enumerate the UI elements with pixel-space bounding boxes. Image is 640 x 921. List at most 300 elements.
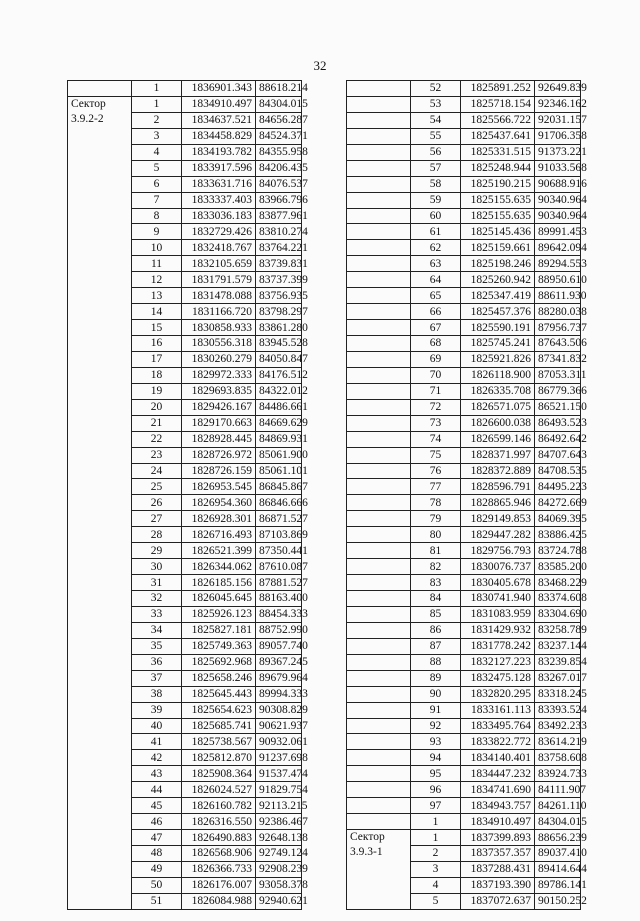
table-row [347, 192, 581, 208]
table-row [347, 240, 581, 256]
x-coordinate-cell: 1832105.659 [182, 256, 256, 272]
x-coordinate-cell: 1825437.641 [461, 128, 535, 144]
sector-cell [347, 208, 411, 224]
x-coordinate-cell: 1829693.835 [182, 383, 256, 399]
point-number-cell: 62 [411, 240, 461, 256]
point-number-cell: 7 [132, 192, 182, 208]
x-coordinate-cell: 1825155.635 [461, 192, 535, 208]
point-number-cell: 29 [132, 543, 182, 559]
x-coordinate-cell: 1834943.757 [461, 798, 535, 814]
x-coordinate-cell: 1829149.853 [461, 511, 535, 527]
point-number-cell: 3 [411, 861, 461, 877]
y-coordinate-cell: 88163.400 [256, 591, 302, 607]
table-row [347, 96, 581, 112]
y-coordinate-cell: 89786.141 [535, 877, 581, 893]
sector-cell [347, 591, 411, 607]
y-coordinate-cell: 85061.900 [256, 447, 302, 463]
table-row [347, 320, 581, 336]
table-row [347, 495, 581, 511]
y-coordinate-cell: 83886.425 [535, 527, 581, 543]
x-coordinate-cell: 1830858.933 [182, 320, 256, 336]
coordinates-table-left [67, 80, 308, 910]
point-number-cell: 2 [132, 112, 182, 128]
x-coordinate-cell: 1825718.154 [461, 96, 535, 112]
point-number-cell: 20 [132, 399, 182, 415]
x-coordinate-cell: 1828726.159 [182, 463, 256, 479]
y-coordinate-cell: 83966.796 [256, 192, 302, 208]
point-number-cell: 92 [411, 718, 461, 734]
point-number-cell: 93 [411, 734, 461, 750]
coordinates-table-right [346, 80, 587, 910]
x-coordinate-cell: 1832418.767 [182, 240, 256, 256]
sector-cell [347, 128, 411, 144]
sector-cell [347, 112, 411, 128]
y-coordinate-cell: 89991.453 [535, 224, 581, 240]
point-number-cell: 60 [411, 208, 461, 224]
y-coordinate-cell: 87053.311 [535, 367, 581, 383]
x-coordinate-cell: 1834910.497 [461, 814, 535, 830]
y-coordinate-cell: 83318.245 [535, 686, 581, 702]
y-coordinate-cell: 84669.629 [256, 415, 302, 431]
y-coordinate-cell: 89642.094 [535, 240, 581, 256]
y-coordinate-cell: 84486.661 [256, 399, 302, 415]
sector-cell [347, 256, 411, 272]
y-coordinate-cell: 84050.847 [256, 351, 302, 367]
table-row [347, 128, 581, 144]
sector-cell [347, 240, 411, 256]
point-number-cell: 87 [411, 638, 461, 654]
table-row [347, 591, 581, 607]
point-number-cell: 14 [132, 304, 182, 320]
x-coordinate-cell: 1834447.232 [461, 766, 535, 782]
x-coordinate-cell: 1829170.663 [182, 415, 256, 431]
point-number-cell: 54 [411, 112, 461, 128]
page-number: 32 [313, 58, 327, 73]
y-coordinate-cell: 87881.527 [256, 575, 302, 591]
y-coordinate-cell: 92649.839 [535, 81, 581, 97]
y-coordinate-cell: 84322.012 [256, 383, 302, 399]
x-coordinate-cell: 1825812.870 [182, 750, 256, 766]
x-coordinate-cell: 1826344.062 [182, 559, 256, 575]
table-row [347, 383, 581, 399]
sector-cell [347, 304, 411, 320]
x-coordinate-cell: 1825738.567 [182, 734, 256, 750]
y-coordinate-cell: 91829.754 [256, 782, 302, 798]
point-number-cell: 83 [411, 575, 461, 591]
table-row [347, 144, 581, 160]
y-coordinate-cell: 87956.737 [535, 320, 581, 336]
sector-cell [347, 96, 411, 112]
table-row [347, 638, 581, 654]
y-coordinate-cell: 85061.101 [256, 463, 302, 479]
x-coordinate-cell: 1829756.793 [461, 543, 535, 559]
point-number-cell: 76 [411, 463, 461, 479]
x-coordinate-cell: 1833337.403 [182, 192, 256, 208]
x-coordinate-cell: 1834741.690 [461, 782, 535, 798]
point-number-cell: 12 [132, 272, 182, 288]
point-number-cell: 85 [411, 606, 461, 622]
x-coordinate-cell: 1825908.364 [182, 766, 256, 782]
x-coordinate-cell: 1832127.223 [461, 654, 535, 670]
point-number-cell: 58 [411, 176, 461, 192]
x-coordinate-cell: 1826160.782 [182, 798, 256, 814]
y-coordinate-cell: 91033.568 [535, 160, 581, 176]
sector-cell [347, 766, 411, 782]
point-number-cell: 4 [411, 877, 461, 893]
y-coordinate-cell: 83374.608 [535, 591, 581, 607]
sector-cell [347, 814, 411, 830]
point-number-cell: 5 [411, 893, 461, 909]
y-coordinate-cell: 88752.990 [256, 622, 302, 638]
point-number-cell: 75 [411, 447, 461, 463]
table-row [347, 766, 581, 782]
y-coordinate-cell: 90308.829 [256, 702, 302, 718]
x-coordinate-cell: 1828371.997 [461, 447, 535, 463]
x-coordinate-cell: 1828865.946 [461, 495, 535, 511]
point-number-cell: 16 [132, 336, 182, 352]
point-number-cell: 95 [411, 766, 461, 782]
point-number-cell: 39 [132, 702, 182, 718]
x-coordinate-cell: 1826045.645 [182, 591, 256, 607]
table-row [347, 830, 581, 846]
y-coordinate-cell: 83758.608 [535, 750, 581, 766]
point-number-cell: 2 [411, 846, 461, 862]
sector-cell [347, 224, 411, 240]
table-row [347, 654, 581, 670]
y-coordinate-cell: 84076.537 [256, 176, 302, 192]
y-coordinate-cell: 84355.958 [256, 144, 302, 160]
point-number-cell: 89 [411, 670, 461, 686]
y-coordinate-cell: 84524.371 [256, 128, 302, 144]
table-row [347, 670, 581, 686]
sector-cell [347, 654, 411, 670]
x-coordinate-cell: 1826716.493 [182, 527, 256, 543]
x-coordinate-cell: 1830741.940 [461, 591, 535, 607]
point-number-cell: 42 [132, 750, 182, 766]
y-coordinate-cell: 90688.916 [535, 176, 581, 192]
x-coordinate-cell: 1826600.038 [461, 415, 535, 431]
y-coordinate-cell: 83614.219 [535, 734, 581, 750]
y-coordinate-cell: 88950.610 [535, 272, 581, 288]
x-coordinate-cell: 1825891.252 [461, 81, 535, 97]
x-coordinate-cell: 1830076.737 [461, 559, 535, 575]
x-coordinate-cell: 1826316.550 [182, 814, 256, 830]
point-number-cell: 17 [132, 351, 182, 367]
point-number-cell: 74 [411, 431, 461, 447]
point-number-cell: 86 [411, 622, 461, 638]
point-number-cell: 47 [132, 830, 182, 846]
y-coordinate-cell: 91537.474 [256, 766, 302, 782]
y-coordinate-cell: 86779.366 [535, 383, 581, 399]
point-number-cell: 4 [132, 144, 182, 160]
x-coordinate-cell: 1834637.521 [182, 112, 256, 128]
table-row [347, 176, 581, 192]
x-coordinate-cell: 1825590.191 [461, 320, 535, 336]
point-number-cell: 97 [411, 798, 461, 814]
x-coordinate-cell: 1834140.401 [461, 750, 535, 766]
y-coordinate-cell: 91373.221 [535, 144, 581, 160]
x-coordinate-cell: 1825457.376 [461, 304, 535, 320]
point-number-cell: 35 [132, 638, 182, 654]
table-row [347, 702, 581, 718]
table-row [347, 559, 581, 575]
x-coordinate-cell: 1826335.708 [461, 383, 535, 399]
y-coordinate-cell: 88611.930 [535, 288, 581, 304]
sector-cell [347, 288, 411, 304]
x-coordinate-cell: 1825159.661 [461, 240, 535, 256]
point-number-cell: 50 [132, 877, 182, 893]
x-coordinate-cell: 1833495.764 [461, 718, 535, 734]
point-number-cell: 26 [132, 495, 182, 511]
point-number-cell: 57 [411, 160, 461, 176]
x-coordinate-cell: 1825654.623 [182, 702, 256, 718]
x-coordinate-cell: 1833036.183 [182, 208, 256, 224]
y-coordinate-cell: 83258.789 [535, 622, 581, 638]
sector-cell [347, 702, 411, 718]
sector-cell [347, 367, 411, 383]
y-coordinate-cell: 89994.333 [256, 686, 302, 702]
y-coordinate-cell: 83393.524 [535, 702, 581, 718]
point-number-cell: 73 [411, 415, 461, 431]
y-coordinate-cell: 83798.297 [256, 304, 302, 320]
table-row [347, 606, 581, 622]
x-coordinate-cell: 1826366.733 [182, 861, 256, 877]
table-row [347, 734, 581, 750]
x-coordinate-cell: 1833822.772 [461, 734, 535, 750]
y-coordinate-cell: 87643.506 [535, 336, 581, 352]
x-coordinate-cell: 1833631.716 [182, 176, 256, 192]
point-number-cell: 19 [132, 383, 182, 399]
y-coordinate-cell: 83492.233 [535, 718, 581, 734]
y-coordinate-cell: 92386.467 [256, 814, 302, 830]
x-coordinate-cell: 1831166.720 [182, 304, 256, 320]
y-coordinate-cell: 87350.441 [256, 543, 302, 559]
y-coordinate-cell: 83737.399 [256, 272, 302, 288]
table-row [347, 782, 581, 798]
table-row [347, 463, 581, 479]
point-number-cell: 64 [411, 272, 461, 288]
point-number-cell: 81 [411, 543, 461, 559]
x-coordinate-cell: 1831083.959 [461, 606, 535, 622]
point-number-cell: 69 [411, 351, 461, 367]
point-number-cell: 66 [411, 304, 461, 320]
point-number-cell: 78 [411, 495, 461, 511]
point-number-cell: 80 [411, 527, 461, 543]
y-coordinate-cell: 84304.015 [256, 96, 302, 112]
y-coordinate-cell: 89414.644 [535, 861, 581, 877]
sector-cell [347, 479, 411, 495]
point-number-cell: 84 [411, 591, 461, 607]
table-row [347, 575, 581, 591]
table-row [347, 208, 581, 224]
y-coordinate-cell: 91706.358 [535, 128, 581, 144]
table-row [347, 622, 581, 638]
point-number-cell: 15 [132, 320, 182, 336]
y-coordinate-cell: 84708.535 [535, 463, 581, 479]
y-coordinate-cell: 87610.087 [256, 559, 302, 575]
point-number-cell: 40 [132, 718, 182, 734]
y-coordinate-cell: 92346.162 [535, 96, 581, 112]
point-number-cell: 18 [132, 367, 182, 383]
point-number-cell: 1 [411, 830, 461, 846]
table-row [347, 479, 581, 495]
y-coordinate-cell: 83724.788 [535, 543, 581, 559]
y-coordinate-cell: 90150.252 [535, 893, 581, 909]
sector-cell [347, 718, 411, 734]
x-coordinate-cell: 1837288.431 [461, 861, 535, 877]
table-row [347, 224, 581, 240]
table-row [347, 399, 581, 415]
point-number-cell: 3 [132, 128, 182, 144]
x-coordinate-cell: 1826024.527 [182, 782, 256, 798]
y-coordinate-cell: 83861.280 [256, 320, 302, 336]
y-coordinate-cell: 88656.239 [535, 830, 581, 846]
y-coordinate-cell: 83267.017 [535, 670, 581, 686]
y-coordinate-cell: 84206.435 [256, 160, 302, 176]
y-coordinate-cell: 83924.733 [535, 766, 581, 782]
y-coordinate-cell: 83810.274 [256, 224, 302, 240]
point-number-cell: 33 [132, 606, 182, 622]
x-coordinate-cell: 1834458.829 [182, 128, 256, 144]
table-row [347, 718, 581, 734]
point-number-cell: 25 [132, 479, 182, 495]
point-number-cell: 10 [132, 240, 182, 256]
y-coordinate-cell: 92031.157 [535, 112, 581, 128]
x-coordinate-cell: 1837399.893 [461, 830, 535, 846]
point-number-cell: 1 [132, 81, 182, 97]
sector-cell [347, 670, 411, 686]
y-coordinate-cell: 83739.831 [256, 256, 302, 272]
y-coordinate-cell: 92749.124 [256, 846, 302, 862]
y-coordinate-cell: 91237.698 [256, 750, 302, 766]
sector-cell [347, 399, 411, 415]
y-coordinate-cell: 84111.907 [535, 782, 581, 798]
y-coordinate-cell: 84176.512 [256, 367, 302, 383]
y-coordinate-cell: 83304.690 [535, 606, 581, 622]
table-row [347, 272, 581, 288]
x-coordinate-cell: 1828596.791 [461, 479, 535, 495]
x-coordinate-cell: 1826176.007 [182, 877, 256, 893]
point-number-cell: 46 [132, 814, 182, 830]
x-coordinate-cell: 1825190.215 [461, 176, 535, 192]
point-number-cell: 55 [411, 128, 461, 144]
table-row [347, 288, 581, 304]
point-number-cell: 6 [132, 176, 182, 192]
x-coordinate-cell: 1830556.318 [182, 336, 256, 352]
sector-cell [347, 495, 411, 511]
x-coordinate-cell: 1826185.156 [182, 575, 256, 591]
point-number-cell: 94 [411, 750, 461, 766]
point-number-cell: 11 [132, 256, 182, 272]
point-number-cell: 5 [132, 160, 182, 176]
x-coordinate-cell: 1825248.944 [461, 160, 535, 176]
table-row [347, 112, 581, 128]
sector-cell [347, 622, 411, 638]
table-row [347, 336, 581, 352]
x-coordinate-cell: 1825260.942 [461, 272, 535, 288]
point-number-cell: 61 [411, 224, 461, 240]
y-coordinate-cell: 84707.643 [535, 447, 581, 463]
point-number-cell: 30 [132, 559, 182, 575]
sector-cell [347, 415, 411, 431]
point-number-cell: 24 [132, 463, 182, 479]
x-coordinate-cell: 1825658.246 [182, 670, 256, 686]
y-coordinate-cell: 84495.223 [535, 479, 581, 495]
sector-cell [347, 351, 411, 367]
point-number-cell: 41 [132, 734, 182, 750]
sector-cell [347, 606, 411, 622]
sector-cell [347, 144, 411, 160]
y-coordinate-cell: 86845.867 [256, 479, 302, 495]
y-coordinate-cell: 87341.832 [535, 351, 581, 367]
y-coordinate-cell: 83756.935 [256, 288, 302, 304]
sector-cell [347, 176, 411, 192]
x-coordinate-cell: 1829447.282 [461, 527, 535, 543]
table-row [347, 431, 581, 447]
point-number-cell: 49 [132, 861, 182, 877]
x-coordinate-cell: 1825198.246 [461, 256, 535, 272]
point-number-cell: 28 [132, 527, 182, 543]
sector-cell [347, 686, 411, 702]
x-coordinate-cell: 1825347.419 [461, 288, 535, 304]
y-coordinate-cell: 86871.527 [256, 511, 302, 527]
x-coordinate-cell: 1826571.075 [461, 399, 535, 415]
x-coordinate-cell: 1830260.279 [182, 351, 256, 367]
x-coordinate-cell: 1825692.968 [182, 654, 256, 670]
x-coordinate-cell: 1825155.635 [461, 208, 535, 224]
y-coordinate-cell: 93058.378 [256, 877, 302, 893]
x-coordinate-cell: 1825145.436 [461, 224, 535, 240]
point-number-cell: 67 [411, 320, 461, 336]
x-coordinate-cell: 1837357.357 [461, 846, 535, 862]
x-coordinate-cell: 1825331.515 [461, 144, 535, 160]
y-coordinate-cell: 86846.666 [256, 495, 302, 511]
sector-cell [347, 431, 411, 447]
y-coordinate-cell: 88618.214 [256, 81, 302, 97]
point-number-cell: 13 [132, 288, 182, 304]
table-row [347, 256, 581, 272]
point-number-cell: 32 [132, 591, 182, 607]
sector-cell [347, 463, 411, 479]
x-coordinate-cell: 1829426.167 [182, 399, 256, 415]
point-number-cell: 77 [411, 479, 461, 495]
point-number-cell: 72 [411, 399, 461, 415]
x-coordinate-cell: 1832729.426 [182, 224, 256, 240]
x-coordinate-cell: 1828928.445 [182, 431, 256, 447]
sector-label: Сектор [350, 831, 385, 844]
x-coordinate-cell: 1833161.113 [461, 702, 535, 718]
x-coordinate-cell: 1829972.333 [182, 367, 256, 383]
sector-cell [347, 527, 411, 543]
table-row [347, 415, 581, 431]
point-number-cell: 79 [411, 511, 461, 527]
sector-label: 3.9.3-1 [350, 846, 383, 859]
y-coordinate-cell: 90932.061 [256, 734, 302, 750]
x-coordinate-cell: 1832820.295 [461, 686, 535, 702]
point-number-cell: 38 [132, 686, 182, 702]
sector-cell [347, 272, 411, 288]
x-coordinate-cell: 1834193.782 [182, 144, 256, 160]
table-row [347, 367, 581, 383]
point-number-cell: 21 [132, 415, 182, 431]
y-coordinate-cell: 87103.869 [256, 527, 302, 543]
x-coordinate-cell: 1825827.181 [182, 622, 256, 638]
x-coordinate-cell: 1826084.988 [182, 893, 256, 909]
sector-cell [68, 81, 132, 97]
point-number-cell: 82 [411, 559, 461, 575]
point-number-cell: 1 [132, 96, 182, 112]
point-number-cell: 45 [132, 798, 182, 814]
